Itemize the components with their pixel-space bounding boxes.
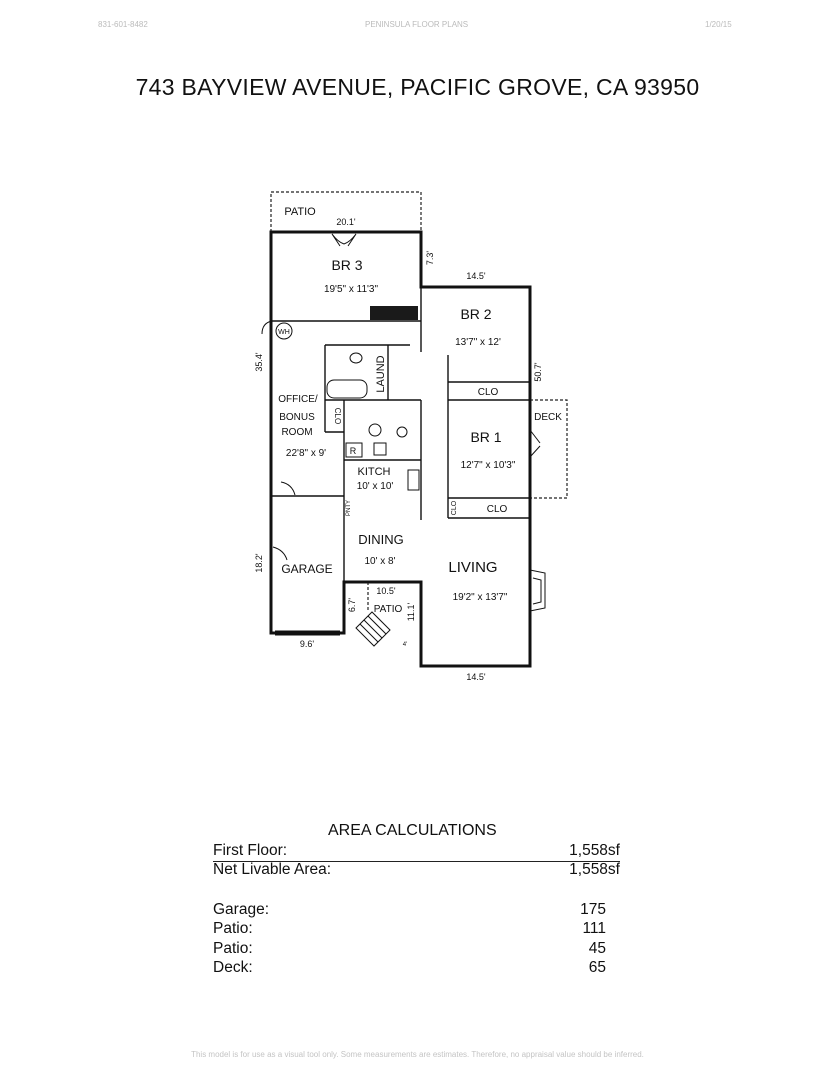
label-patio-small: PATIO — [373, 604, 403, 615]
area-total-row — [213, 842, 620, 862]
label-r: R — [349, 446, 357, 456]
stove — [408, 470, 419, 490]
area-item-value: 111 — [582, 920, 606, 937]
dim-garage-side: 18.2' — [254, 553, 264, 573]
header-date: 1/20/15 — [705, 20, 732, 29]
dim-patio-width: 10.5' — [376, 586, 396, 596]
bathtub — [327, 380, 367, 398]
room-name-br1: BR 1 — [470, 429, 502, 445]
room-size-br1: 12'7" x 10'3" — [460, 460, 516, 471]
room-size-br2: 13'7" x 12' — [455, 337, 501, 348]
label-pnty: PNTY — [346, 499, 352, 517]
toilet-icon — [369, 424, 381, 436]
dim-patio-right: 11.1' — [406, 602, 416, 622]
dim-bottom-width: 14.5' — [466, 672, 486, 682]
area-item-row — [213, 901, 620, 921]
door-office — [281, 482, 295, 495]
label-clo-bath: CLO — [333, 407, 342, 425]
stairs-icon — [356, 612, 390, 646]
room-name-br2: BR 2 — [460, 306, 492, 322]
room-name-office-3: ROOM — [281, 427, 313, 438]
area-item-value: 175 — [580, 901, 606, 918]
area-total-value: 1,558sf — [569, 861, 620, 878]
room-name-br3: BR 3 — [331, 257, 363, 273]
room-size-kitch: 10' x 10' — [356, 481, 394, 492]
room-name-office-2: BONUS — [279, 412, 315, 423]
dim-step: 4' — [402, 642, 408, 648]
label-deck: DECK — [534, 412, 562, 423]
room-size-living: 19'2" x 13'7" — [452, 592, 508, 603]
label-clo-br2: CLO — [477, 387, 499, 398]
page-title: 743 BAYVIEW AVENUE, PACIFIC GROVE, CA 93950 — [135, 74, 700, 100]
kitchen-sink — [374, 443, 386, 455]
label-laund: LAUND — [375, 355, 387, 393]
area-item-label: Deck: — [213, 959, 253, 976]
room-name-living: LIVING — [448, 559, 498, 576]
area-item-value: 65 — [588, 959, 606, 976]
sink-icon — [350, 353, 362, 363]
label-clo-br1: CLO — [486, 504, 508, 515]
dim-br2-width: 14.5' — [466, 271, 486, 281]
label-wh: WH — [278, 329, 290, 336]
room-name-dining: DINING — [358, 532, 404, 547]
dim-left-side: 35.4' — [254, 352, 264, 372]
br3-wardrobe — [370, 306, 418, 320]
dim-patio-left: 6.7' — [347, 597, 357, 613]
area-calculations-title: AREA CALCULATIONS — [328, 822, 497, 839]
room-name-garage: GARAGE — [281, 562, 333, 576]
area-total-value: 1,558sf — [569, 842, 620, 859]
fireplace-inner — [533, 578, 541, 604]
disclaimer-footer: This model is for use as a visual tool only. Some measurements are estimates. Therefore, no appraisal value should be inferred. — [191, 1050, 644, 1059]
room-name-kitch: KITCH — [357, 466, 391, 478]
door-br3-patio — [332, 234, 356, 246]
label-patio-top: PATIO — [284, 206, 316, 218]
door-garage — [273, 547, 287, 560]
room-size-dining: 10' x 8' — [364, 556, 396, 567]
dim-right-side: 50.7' — [533, 362, 543, 382]
room-size-br3: 19'5" x 11'3" — [323, 284, 379, 295]
fireplace-icon — [530, 570, 545, 611]
dim-br3-side: 7.3' — [425, 250, 435, 266]
area-item-row — [213, 959, 620, 979]
area-total-label: Net Livable Area: — [213, 861, 332, 878]
area-item-row — [213, 920, 620, 940]
area-item-label: Patio: — [213, 920, 253, 937]
area-item-label: Patio: — [213, 940, 253, 957]
room-size-office: 22'8" x 9' — [285, 448, 327, 459]
dim-top-width: 20.1' — [336, 217, 356, 227]
sink-icon-2 — [397, 427, 407, 437]
area-total-label: First Floor: — [213, 842, 288, 859]
area-total-row — [213, 861, 620, 881]
header-phone: 831-601-8482 — [98, 20, 148, 29]
area-item-value: 45 — [588, 940, 606, 957]
label-clo-hall: CLO — [451, 500, 458, 516]
area-item-label: Garage: — [213, 901, 270, 918]
area-item-row — [213, 940, 620, 960]
room-name-office-1: OFFICE/ — [278, 394, 318, 405]
header-company: PENINSULA FLOOR PLANS — [365, 20, 469, 29]
dim-garage-width: 9.6' — [299, 639, 315, 649]
